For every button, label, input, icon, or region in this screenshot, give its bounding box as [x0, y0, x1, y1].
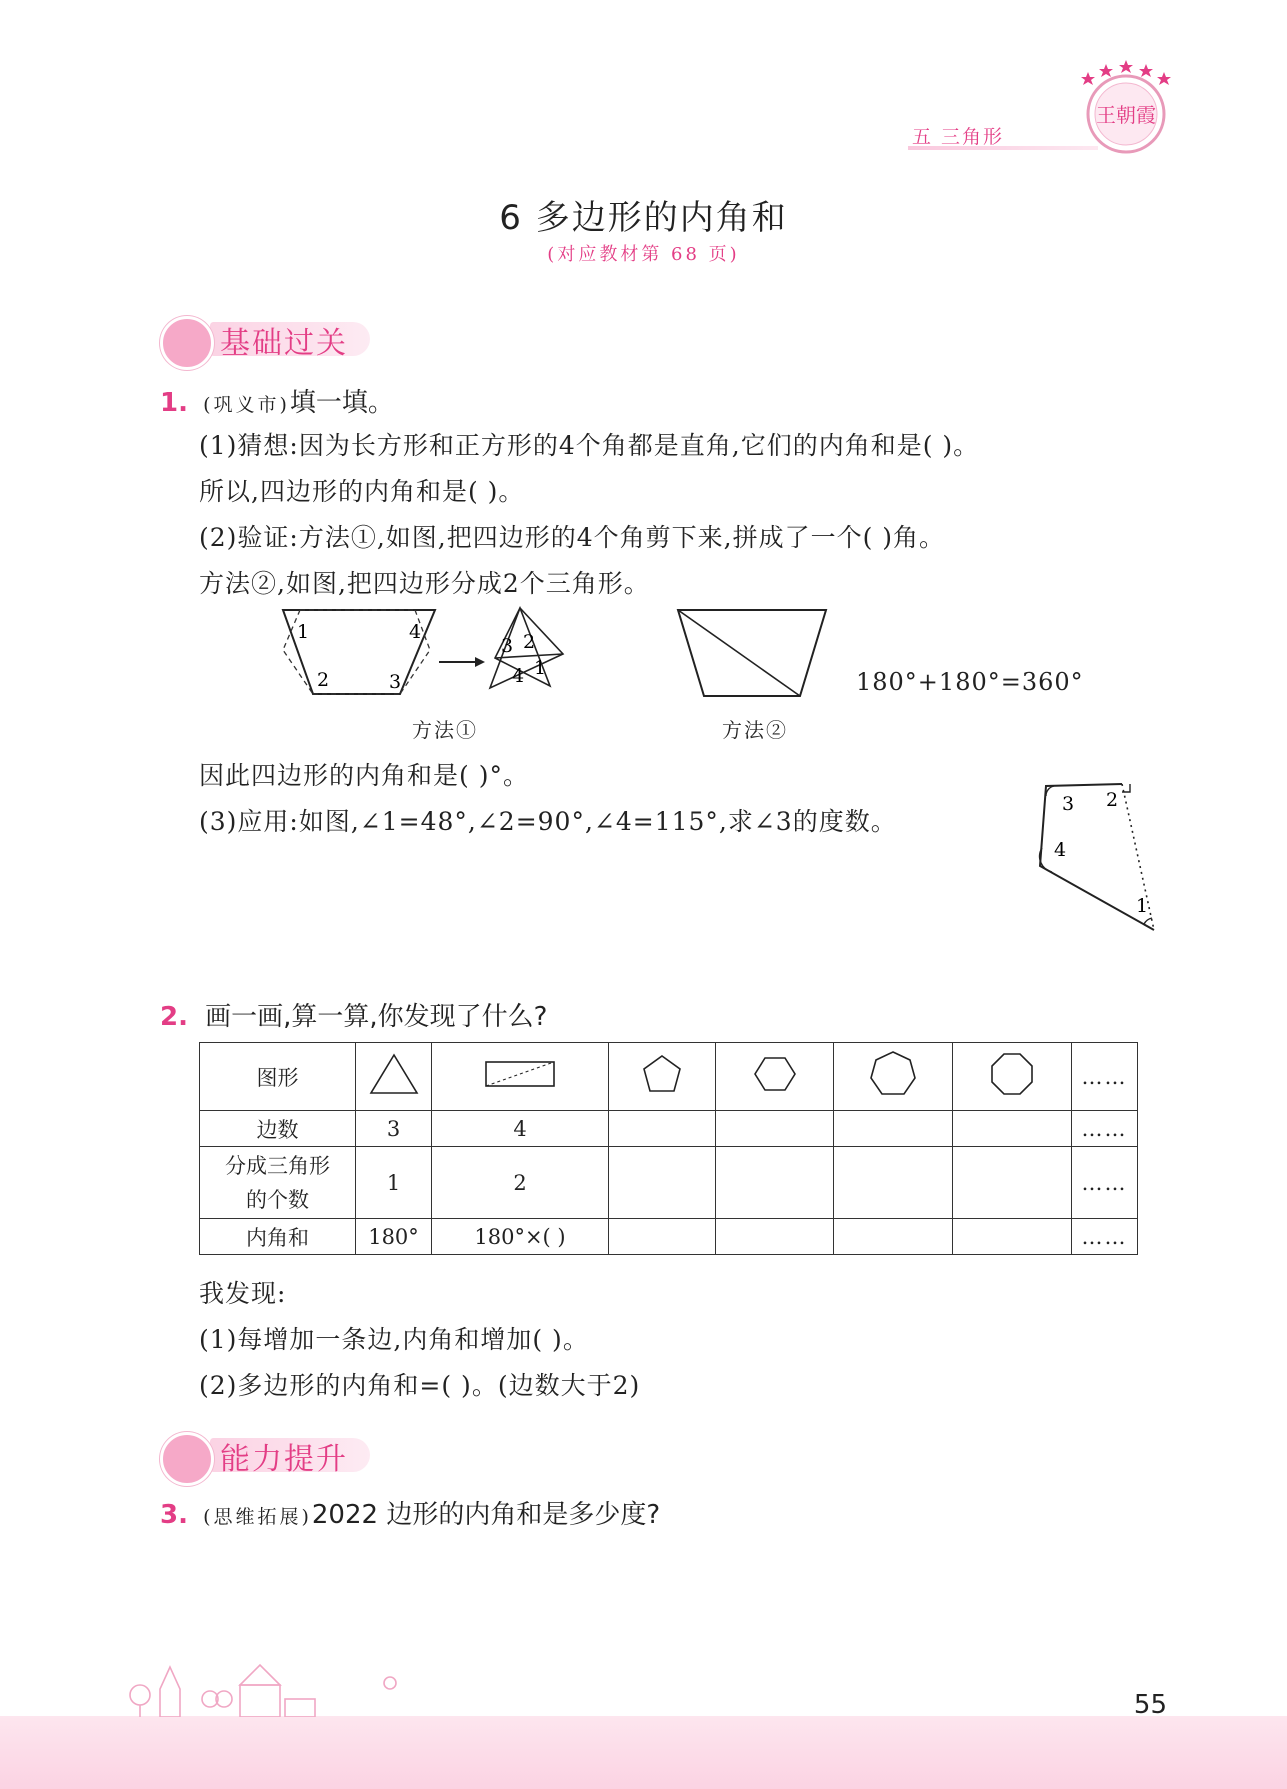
- table-cell: [432, 1043, 609, 1111]
- question-title: 2022 边形的内角和是多少度?: [311, 1500, 661, 1530]
- table-cell: ……: [1072, 1043, 1138, 1111]
- row-header: 边数: [200, 1111, 356, 1147]
- assembled-angles-figure: [490, 608, 563, 688]
- table-row: [200, 1111, 1138, 1147]
- table-cell: [953, 1111, 1072, 1147]
- question-1-header: [160, 382, 394, 419]
- table-cell: [953, 1043, 1072, 1111]
- table-cell: [716, 1111, 834, 1147]
- question-2-header: [160, 996, 547, 1033]
- angle-label: 4: [1054, 839, 1067, 861]
- angle-label: 1: [534, 657, 547, 679]
- table-cell: [953, 1147, 1072, 1219]
- row-header: [200, 1147, 356, 1219]
- q1-line-2: 所以,四边形的内角和是( )。: [199, 477, 525, 506]
- section-title-advanced: 能力提升: [220, 1442, 348, 1477]
- angle-label: 2: [1106, 789, 1119, 811]
- table-cell: [716, 1043, 834, 1111]
- table-row: [200, 1147, 1138, 1219]
- q2-finding-2: (2)多边形的内角和=( )。(边数大于2): [199, 1371, 641, 1400]
- footer-decoration: [120, 1655, 440, 1717]
- table-cell: 4: [432, 1111, 609, 1147]
- question-number: 2.: [160, 1002, 188, 1032]
- rectangle-icon: [483, 1056, 557, 1092]
- table-row: [200, 1219, 1138, 1255]
- page-subtitle: (对应教材第 68 页): [547, 244, 740, 265]
- table-cell: ……: [1072, 1111, 1138, 1147]
- mascot-icon: [160, 316, 214, 370]
- angle-label: 3: [389, 671, 402, 693]
- question-title: 画一画,算一算,你发现了什么?: [205, 1002, 548, 1032]
- table-cell: [834, 1219, 953, 1255]
- q2-finding-1: (1)每增加一条边,内角和增加( )。: [199, 1325, 589, 1354]
- angle-label: 1: [297, 621, 310, 643]
- q1-line-3: (2)验证:方法①,如图,把四边形的4个角剪下来,拼成了一个( )角。: [199, 523, 946, 552]
- section-title-basic: 基础过关: [220, 326, 348, 361]
- footer-band: [0, 1716, 1287, 1789]
- method-2-label: 方法②: [722, 718, 788, 742]
- table-cell: 1: [356, 1147, 432, 1219]
- question-title: 填一填。: [289, 388, 394, 418]
- angle-label: 2: [317, 669, 330, 691]
- octagon-icon: [989, 1051, 1035, 1097]
- equation: 180°+180°=360°: [856, 668, 1084, 696]
- figure-method-1: [275, 604, 575, 714]
- table-cell: [716, 1219, 834, 1255]
- section-banner-basic: [160, 316, 420, 361]
- method-1-label: 方法①: [412, 718, 478, 742]
- angle-label: 3: [1062, 793, 1075, 815]
- page-title: 6 多边形的内角和: [499, 198, 788, 238]
- pentagon-icon: [640, 1052, 684, 1096]
- mascot-icon: [160, 1432, 214, 1486]
- row-header: 内角和: [200, 1219, 356, 1255]
- row-header-line: 分成三角形: [225, 1153, 330, 1178]
- table-cell: 180°: [356, 1219, 432, 1255]
- table-cell: [716, 1147, 834, 1219]
- chapter-tag: 五 三角形: [912, 126, 1005, 148]
- table-cell: [953, 1219, 1072, 1255]
- table-cell: 3: [356, 1111, 432, 1147]
- table-cell: ……: [1072, 1147, 1138, 1219]
- table-cell: [609, 1043, 716, 1111]
- hexagon-icon: [753, 1054, 797, 1094]
- page-number: 55: [1133, 1690, 1167, 1720]
- table-cell: ……: [1072, 1219, 1138, 1255]
- question-source: (思维拓展): [203, 1506, 312, 1528]
- section-banner-advanced: [160, 1432, 420, 1477]
- figure-method-2: [672, 604, 832, 704]
- table-cell: [834, 1111, 953, 1147]
- triangle-icon: [367, 1051, 421, 1097]
- q1-line-1: (1)猜想:因为长方形和正方形的4个角都是直角,它们的内角和是( )。: [199, 431, 980, 460]
- table-cell: [609, 1147, 716, 1219]
- angle-label: 3: [501, 635, 514, 657]
- figure-application: [1036, 772, 1166, 942]
- table-cell: 2: [432, 1147, 609, 1219]
- q1-line-6: (3)应用:如图,∠1=48°,∠2=90°,∠4=115°,求∠3的度数。: [199, 807, 897, 836]
- logo-text: 王朝霞: [1096, 103, 1156, 127]
- question-source: (巩义市): [203, 394, 290, 416]
- table-cell: [834, 1043, 953, 1111]
- polygon-table: [199, 1042, 1138, 1255]
- table-row: [200, 1043, 1138, 1111]
- table-cell: [609, 1111, 716, 1147]
- brand-logo: [1068, 58, 1188, 158]
- angle-label: 2: [523, 631, 536, 653]
- angle-label: 1: [1136, 895, 1149, 917]
- row-header: 图形: [200, 1043, 356, 1111]
- table-cell: [356, 1043, 432, 1111]
- angle-label: 4: [512, 665, 525, 687]
- question-number: 3.: [160, 1500, 188, 1530]
- question-number: 1.: [160, 388, 188, 418]
- question-3-header: [160, 1494, 660, 1531]
- heptagon-icon: [868, 1049, 918, 1099]
- arrow-right-icon: [439, 657, 485, 667]
- table-cell: [834, 1147, 953, 1219]
- row-header-line: 的个数: [246, 1187, 309, 1212]
- table-cell: 180°×( ): [432, 1219, 609, 1255]
- table-cell: [609, 1219, 716, 1255]
- angle-label: 4: [409, 621, 422, 643]
- q1-line-4: 方法②,如图,把四边形分成2个三角形。: [199, 569, 650, 598]
- q1-line-5: 因此四边形的内角和是( )°。: [199, 761, 529, 790]
- q2-found: 我发现:: [199, 1279, 287, 1308]
